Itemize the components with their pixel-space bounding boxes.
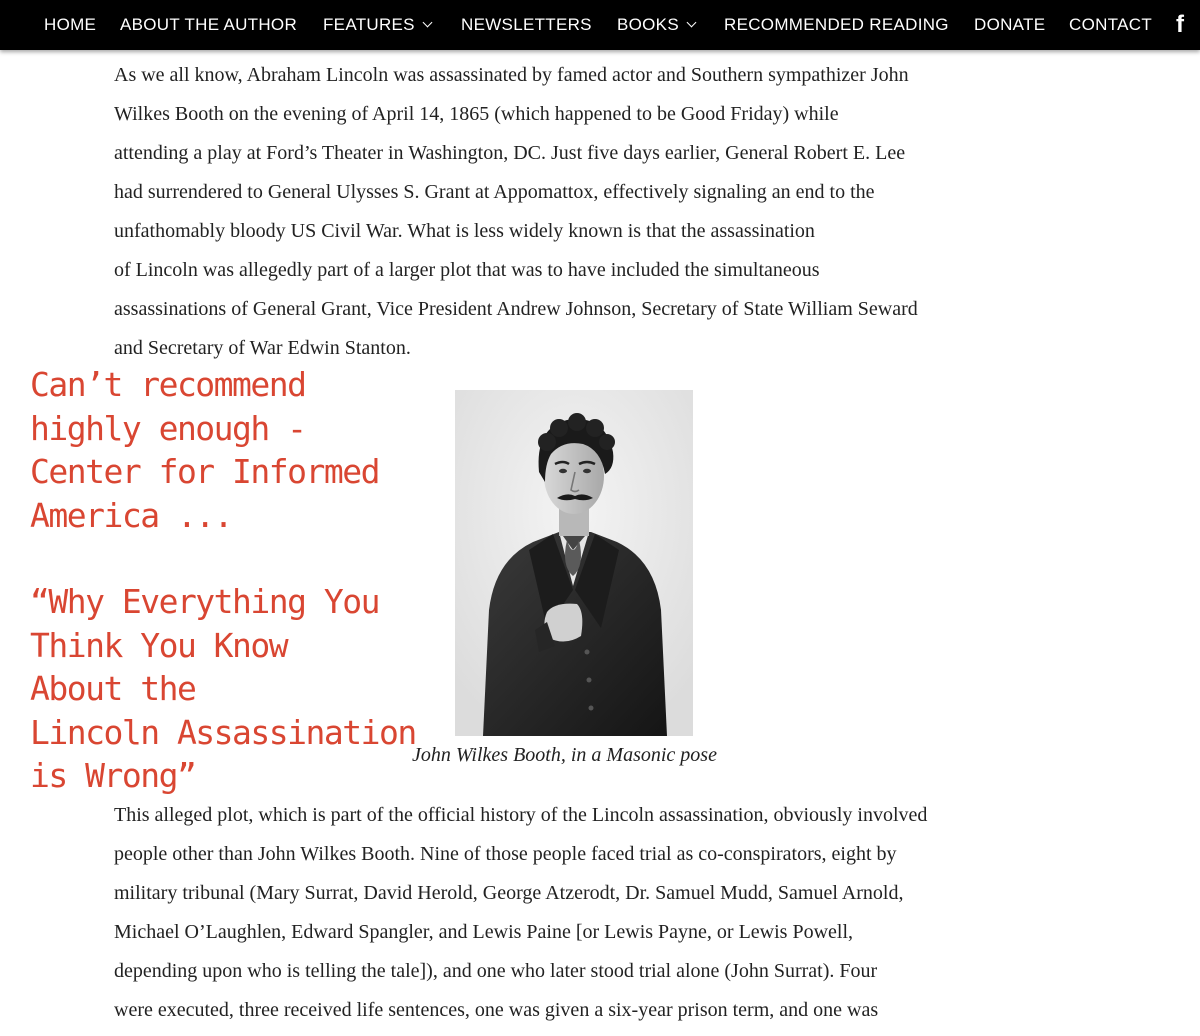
booth-portrait-image <box>455 390 693 736</box>
nav-item-label: HOME <box>44 15 97 34</box>
nav-item-label: DONATE <box>974 15 1046 34</box>
nav-item-contact[interactable] <box>1069 0 1152 50</box>
paragraph-line: were executed, three received life sentences, one was given a six-year prison term, and one was <box>114 999 879 1021</box>
nav-item-newsletters[interactable] <box>461 0 592 50</box>
nav-item-home[interactable] <box>44 0 96 50</box>
paragraph-line: of Lincoln was allegedly part of a larger plot that was to have included the simultaneous <box>114 259 820 281</box>
nav-item-label: ABOUT THE AUTHOR <box>120 15 298 34</box>
paragraph-line: Wilkes Booth on the evening of April 14, 1865 (which happened to be Good Friday) while <box>114 103 839 125</box>
chevron-down-icon <box>687 18 697 28</box>
article-paragraph-1 <box>114 56 1074 368</box>
promo-article-title[interactable]: “Why Everything You Think You Know About the Lincoln Assassination is Wrong” <box>30 582 416 795</box>
nav-item-books[interactable] <box>617 0 695 50</box>
facebook-glyph: f <box>1176 11 1184 38</box>
paragraph-line: attending a play at Ford’s Theater in Washington, DC. Just five days earlier, General Robert E. Lee <box>114 142 906 164</box>
nav-item-label: FEATURES <box>323 15 415 34</box>
paragraph-line: assassinations of General Grant, Vice President Andrew Johnson, Secretary of State William Seward <box>114 298 918 320</box>
paragraph-line: people other than John Wilkes Booth. Nine of those people faced trial as co-conspirators, eight by <box>114 843 897 865</box>
top-nav-bar <box>0 0 1200 50</box>
nav-item-features[interactable] <box>323 0 431 50</box>
paragraph-line: As we all know, Abraham Lincoln was assassinated by famed actor and Southern sympathizer John <box>114 64 909 86</box>
paragraph-line: This alleged plot, which is part of the official history of the Lincoln assassination, obviously involved <box>114 804 928 826</box>
paragraph-line: and Secretary of War Edwin Stanton. <box>114 337 411 359</box>
paragraph-line: unfathomably bloody US Civil War. What is less widely known is that the assassination <box>114 220 815 242</box>
nav-item-recommended-reading[interactable] <box>724 0 949 50</box>
facebook-icon[interactable] <box>1176 0 1184 50</box>
nav-item-label: NEWSLETTERS <box>461 15 592 34</box>
chevron-down-icon <box>422 18 432 28</box>
promo-recommendation[interactable]: Can’t recommend highly enough - Center for Informed America ... <box>30 365 379 535</box>
paragraph-line: Michael O’Laughlen, Edward Spangler, and Lewis Paine [or Lewis Payne, or Lewis Powell, <box>114 921 854 943</box>
article-paragraph-2 <box>114 796 1074 1030</box>
nav-item-donate[interactable] <box>974 0 1045 50</box>
paragraph-line: had surrendered to General Ulysses S. Grant at Appomattox, effectively signaling an end to the <box>114 181 875 203</box>
paragraph-line: depending upon who is telling the tale]), and one who later stood trial alone (John Surrat). Four <box>114 960 878 982</box>
nav-item-label: RECOMMENDED READING <box>724 15 949 34</box>
portrait-illustration <box>455 390 693 736</box>
nav-item-label: BOOKS <box>617 15 679 34</box>
nav-item-label: CONTACT <box>1069 15 1152 34</box>
image-caption: John Wilkes Booth, in a Masonic pose <box>412 744 717 766</box>
paragraph-line: military tribunal (Mary Surrat, David Herold, George Atzerodt, Dr. Samuel Mudd, Samuel Arnold, <box>114 882 904 904</box>
nav-item-about-the-author[interactable] <box>120 0 297 50</box>
